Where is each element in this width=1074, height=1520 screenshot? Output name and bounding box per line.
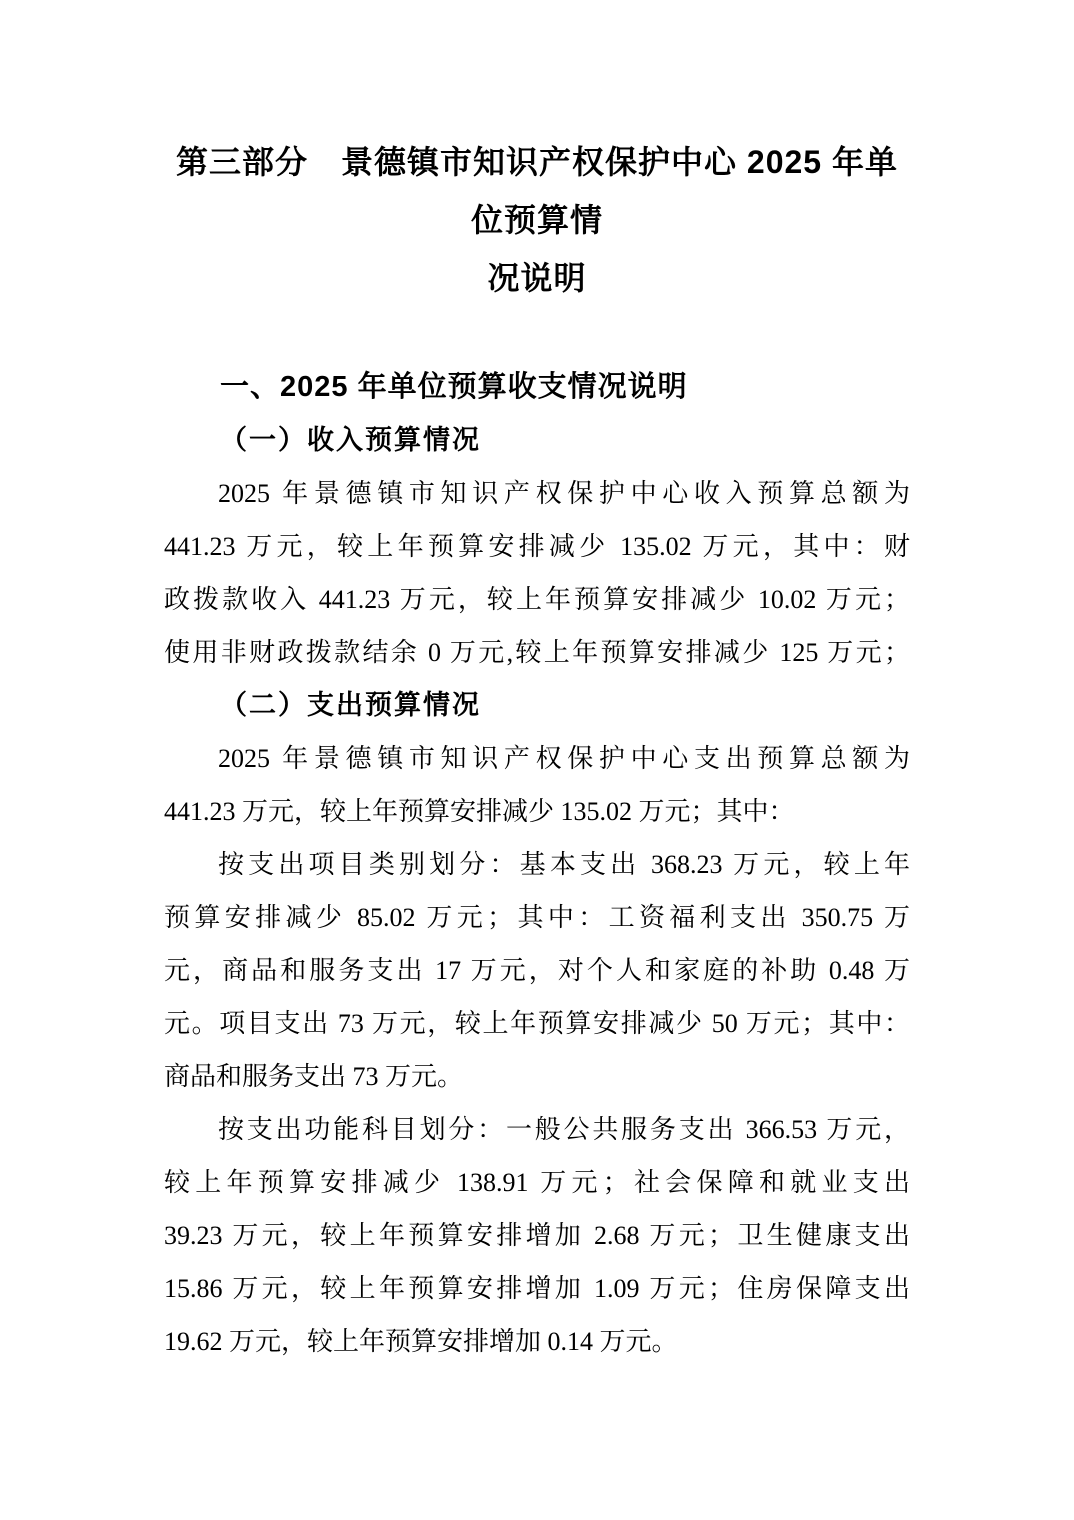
expense-total-line-1: 2025 年景德镇市知识产权保护中心支出预算总额为 (218, 744, 910, 773)
document-title (164, 133, 910, 307)
expense-total-paragraph (164, 732, 910, 838)
income-line-3: 政拨款收入 441.23 万元，较上年预算安排减少 10.02 万元； (164, 585, 910, 614)
by-function-line-2: 较上年预算安排减少 138.91 万元；社会保障和就业支出 (164, 1168, 910, 1197)
expense-total-line-2: 441.23 万元，较上年预算安排减少 135.02 万元；其中： (164, 797, 795, 826)
by-function-line-1: 按支出功能科目划分：一般公共服务支出 366.53 万元， (218, 1115, 910, 1144)
income-line-1: 2025 年景德镇市知识产权保护中心收入预算总额为 (218, 479, 910, 508)
subsection-heading-expense: （二）支出预算情况 (220, 690, 481, 720)
by-category-line-2: 预算安排减少 85.02 万元；其中：工资福利支出 350.75 万 (164, 903, 910, 932)
by-category-line-4: 元。项目支出 73 万元，较上年预算安排减少 50 万元；其中： (164, 1009, 910, 1038)
expense-by-function-paragraph (164, 1103, 910, 1368)
income-line-4: 使用非财政拨款结余 0 万元,较上年预算安排减少 125 万元； (164, 638, 910, 667)
by-category-line-5: 商品和服务支出 73 万元。 (164, 1062, 464, 1091)
by-function-line-4: 15.86 万元，较上年预算安排增加 1.09 万元；住房保障支出 (164, 1274, 910, 1303)
by-function-line-5: 19.62 万元，较上年预算安排增加 0.14 万元。 (164, 1327, 678, 1356)
income-paragraph (164, 467, 910, 679)
document-title-line2: 况说明 (487, 260, 587, 296)
by-category-line-3: 元，商品和服务支出 17 万元，对个人和家庭的补助 0.48 万 (164, 956, 910, 985)
by-function-line-3: 39.23 万元，较上年预算安排增加 2.68 万元；卫生健康支出 (164, 1221, 910, 1250)
section-heading-budget-overview: 一、2025 年单位预算收支情况说明 (220, 371, 688, 403)
by-category-line-1: 按支出项目类别划分：基本支出 368.23 万元，较上年 (218, 850, 910, 879)
income-line-2: 441.23 万元，较上年预算安排减少 135.02 万元，其中：财 (164, 532, 910, 561)
subsection-heading-income: （一）收入预算情况 (220, 425, 481, 455)
expense-by-category-paragraph (164, 838, 910, 1103)
document-title-line1: 第三部分 景德镇市知识产权保护中心 2025 年单位预算情 (176, 144, 898, 238)
